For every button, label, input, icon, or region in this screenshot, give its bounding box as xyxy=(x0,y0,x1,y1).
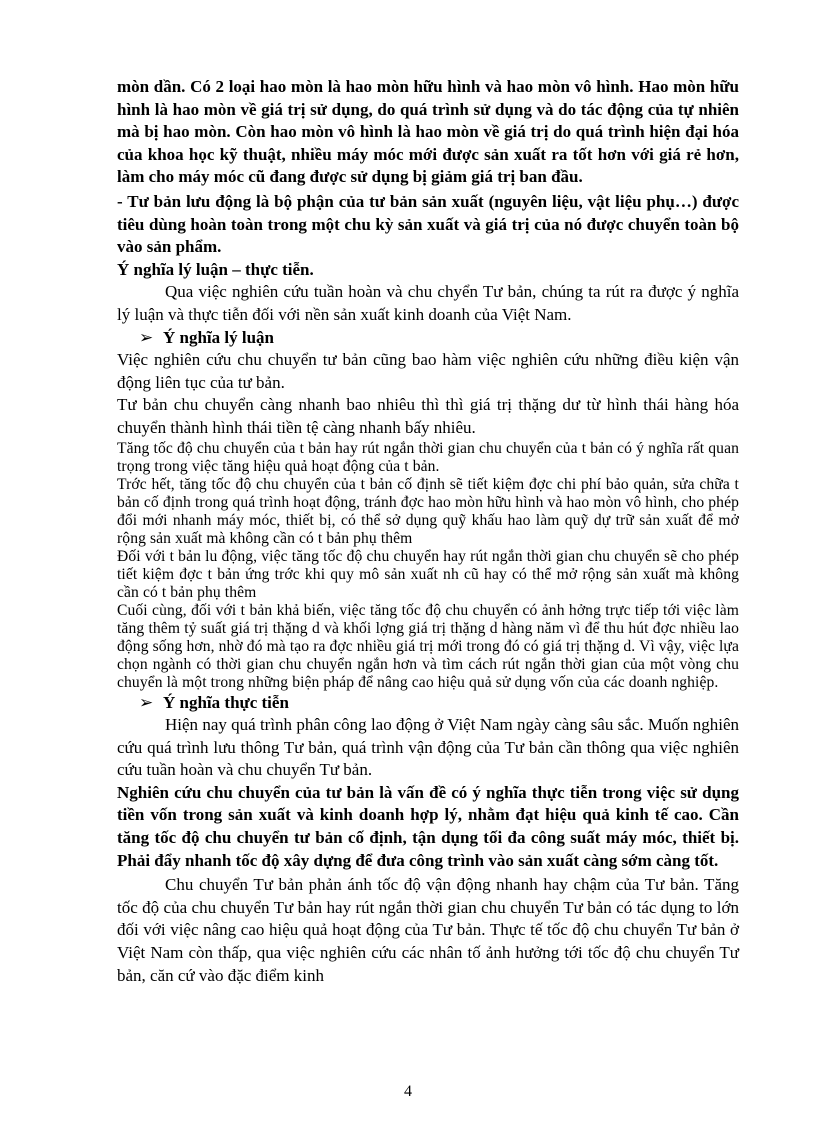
paragraph-thuc-tien-3: Chu chuyển Tư bản phản ánh tốc độ vận động nhanh hay chậm của Tư bản. Tăng tốc độ của chu chuyển Tư bản hay rút ngắn thời gian chu chuyển Tư bản có tác dụng to lớn đối với việc nâng cao hiệu quả hoạt động của Tư bản. Thực tế tốc độ chu chuyển Tư bản ở Việt Nam còn thấp, qua việc nghiên cứu các nhân tố ảnh hưởng tới tốc độ chu chuyển Tư bản, căn cứ vào đặc điểm kinh xyxy=(117,875,739,985)
paragraph-ly-luan-4: Trớc hết, tăng tốc độ chu chuyển của t bản cố định sẽ tiết kiệm đợc chi phí bảo quản, sửa chữa t bản cố định trong quá trình hoạt động, tránh đợc hao mòn hữu hình và hao mòn vô hình, cho phép đổi mới nhanh máy móc, thiết bị, có thể sở dụng quỹ khấu hao làm quỹ dự trữ sản xuất để mở rộng sản xuất mà không cần có t bản phụ thêm xyxy=(117,475,739,547)
paragraph-ly-luan-1: Việc nghiên cứu chu chuyển tư bản cũng bao hàm việc nghiên cứu những điều kiện vận động liên tục của tư bản. xyxy=(117,350,739,392)
arrow-bullet-icon: ➢ xyxy=(139,692,154,712)
paragraph-ly-luan-5: Đối với t bản lu động, việc tăng tốc độ chu chuyển hay rút ngắn thời gian chu chuyển sẽ cho phép tiết kiệm đợc t bản ứng trớc khi quy mô sản xuất nh cũ hay có thể mở rộng sản xuất mà không cần có t bản phụ thêm xyxy=(117,547,739,601)
paragraph-intro: Qua việc nghiên cứu tuần hoàn và chu chyển Tư bản, chúng ta rút ra được ý nghĩa lý luận và thực tiễn đối với nền sản xuất kinh doanh của Việt Nam. xyxy=(117,282,739,324)
paragraph-thuc-tien-1: Hiện nay quá trình phân công lao động ở Việt Nam ngày càng sâu sắc. Muốn nghiên cứu quá trình lưu thông Tư bản, quá trình vận động của Tư bản cần thông qua việc nghiên cứu tuần hoàn và chu chuyển Tư bản. xyxy=(117,715,739,780)
bullet-heading-ly-luan xyxy=(117,327,739,350)
document-page xyxy=(117,76,739,987)
bullet-label: Ý nghĩa thực tiễn xyxy=(163,692,289,712)
paragraph-tu-ban-luu-dong: - Tư bản lưu động là bộ phận của tư bản sản xuất (nguyên liệu, vật liệu phụ…) được tiêu dùng hoàn toàn trong một chu kỳ sản xuất và giá trị của nó được chuyển toàn bộ vào sản phẩm. xyxy=(117,191,739,257)
arrow-bullet-icon: ➢ xyxy=(139,327,154,347)
section-heading: Ý nghĩa lý luận – thực tiễn. xyxy=(117,259,314,279)
paragraph-ly-luan-2: Tư bản chu chuyển càng nhanh bao nhiêu thì thì giá trị thặng dư từ hình thái hàng hóa chuyển thành hình thái tiền tệ càng nhanh bấy nhiêu. xyxy=(117,395,739,437)
paragraph-ly-luan-6: Cuối cùng, đối với t bản khả biến, việc tăng tốc độ chu chuyển có ảnh hởng trực tiếp tới việc làm tăng thêm tỷ suất giá trị thặng d và khối lợng giá trị thặng d hàng năm vì để thu hút đợc nhiều lao động sống hơn, nhờ đó mà tạo ra đợc nhiều giá trị mới trong đó có giá trị thặng d. Vì vậy, việc lựa chọn ngành có thời gian chu chuyển ngắn hơn và tìm cách rút ngắn thời gian của một vòng chu chuyển là một trong những biện pháp để nâng cao hiệu quả sử dụng vốn của các doanh nghiệp. xyxy=(117,601,739,691)
bullet-label: Ý nghĩa lý luận xyxy=(163,327,275,347)
page-number: 4 xyxy=(404,1083,412,1100)
paragraph-ly-luan-3: Tăng tốc độ chu chuyển của t bản hay rút ngắn thời gian chu chuyển của t bản có ý nghĩa rất quan trọng trong việc tăng hiệu quả hoạt động của t bản. xyxy=(117,439,739,475)
paragraph-hao-mon: mòn dần. Có 2 loại hao mòn là hao mòn hữu hình và hao mòn vô hình. Hao mòn hữu hình là hao mòn về giá trị sử dụng, do quá trình sử dụng và do tác động của tự nhiên mà bị hao mòn. Còn hao mòn vô hình là hao mòn về giá trị do quá trình hiện đại hóa của khoa học kỹ thuật, nhiều máy móc mới được sản xuất ra tốt hơn với giá rẻ hơn, làm cho máy móc cũ đang được sử dụng bị giảm giá trị ban đầu. xyxy=(117,77,739,187)
bullet-heading-thuc-tien xyxy=(117,692,739,715)
paragraph-thuc-tien-2: Nghiên cứu chu chuyển của tư bản là vấn đề có ý nghĩa thực tiễn trong việc sử dụng tiền vốn trong sản xuất và kinh doanh hợp lý, nhằm đạt hiệu quả kinh tế cao. Cần tăng tốc độ chu chuyển tư bản cố định, tận dụng tối đa công suất máy móc, thiết bị. Phải đẩy nhanh tốc độ xây dựng để đưa công trình vào sản xuất càng sớm càng tốt. xyxy=(117,782,739,870)
